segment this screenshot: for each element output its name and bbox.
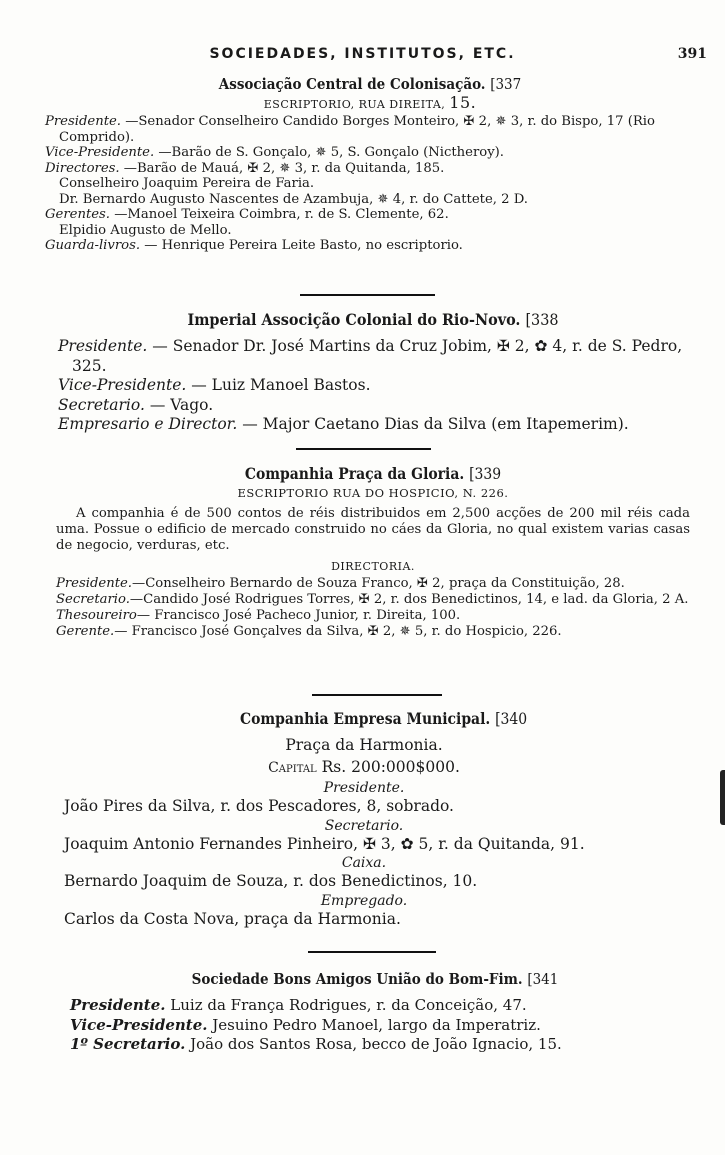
office-line: ESCRIPTORIO, RUA DIREITA, 15. — [263, 93, 477, 112]
section-divider — [312, 694, 442, 696]
entry-director: Dr. Bernardo Augusto Nascentes de Azambuja, ✵ 4, r. do Cattete, 2 D. — [59, 191, 529, 207]
entry-president: Presidente. Luiz da França Rodrigues, r. da Conceição, 47. — [70, 996, 527, 1014]
capital-line: Capital Rs. 200:000$000. — [268, 757, 460, 776]
entry-manager: Elpidio Augusto de Mello. — [59, 222, 232, 238]
section-title: Associação Central de Colonisação. [337 — [218, 75, 522, 93]
entry-director: Empresario e Director. — Major Caetano Dias da Silva (em Itapemerim). — [58, 415, 629, 433]
entry-director: Conselheiro Joaquim Pereira de Faria. — [59, 176, 315, 191]
section-title: Companhia Praça da Gloria. [339 — [244, 464, 502, 483]
board-heading: DIRECTORIA. — [331, 560, 415, 573]
entry-bookkeeper: Guarda-livros. — Henrique Pereira Leite Basto, no escriptorio. — [45, 238, 463, 253]
entry-directors: Directores. —Barão de Mauá, ✠ 2, ✵ 3, r. da Quitanda, 185. — [45, 160, 445, 176]
office-line: ESCRIPTORIO RUA DO HOSPICIO, N. 226. — [237, 486, 509, 500]
entry-vice-president: Vice-Presidente. —Barão de S. Gonçalo, ✵ 5, S. Gonçalo (Nictheroy). — [45, 145, 504, 160]
entry-treasurer: Thesoureiro— Francisco José Pacheco Junior, r. Direita, 100. — [56, 608, 461, 623]
section-divider — [296, 448, 431, 450]
entry-vice-president: Vice-Presidente. Jesuino Pedro Manoel, largo da Imperatriz. — [70, 1015, 541, 1034]
section-title: Sociedade Bons Amigos União do Bom-Fim. [341 — [191, 970, 559, 988]
role-heading: Secretario. — [324, 817, 404, 834]
section-title: Companhia Empresa Municipal. [340 — [240, 709, 528, 728]
entry-secretary: Secretario.—Candido José Rodrigues Torres, ✠ 2, r. dos Benedictinos, 14, e lad. da Gloria, 2 A. — [56, 592, 689, 607]
entry-managers: Gerentes. —Manoel Teixeira Coimbra, r. de S. Clemente, 62. — [45, 207, 449, 222]
entry-secretary: Secretario. — Vago. — [58, 395, 214, 414]
entry-first-secretary: 1º Secretario. João dos Santos Rosa, becco de João Ignacio, 15. — [70, 1035, 562, 1053]
role-heading: Presidente. — [323, 780, 405, 796]
section-337 — [45, 74, 690, 254]
page-number: 391 — [677, 46, 707, 62]
entry-manager: Gerente.— Francisco José Gonçalves da Silva, ✠ 2, ✵ 5, r. do Hospicio, 226. — [56, 624, 562, 639]
section-divider — [308, 951, 436, 953]
entry-president: Presidente.—Conselheiro Bernardo de Souza Franco, ✠ 2, praça da Constituição, 28. — [56, 576, 625, 591]
section-339 — [56, 464, 690, 640]
role-heading: Empregado. — [320, 892, 408, 909]
entry-employee: Carlos da Costa Nova, praça da Harmonia. — [64, 909, 401, 928]
page-edge-mark — [720, 770, 725, 825]
entry-cashier: Bernardo Joaquim de Souza, r. dos Benedictinos, 10. — [64, 872, 478, 890]
section-title: Imperial Associção Colonial do Rio-Novo. [338 — [187, 310, 559, 329]
section-340 — [64, 708, 664, 929]
section-338 — [58, 309, 688, 435]
entry-secretary: Joaquim Antonio Fernandes Pinheiro, ✠ 3, ✿ 5, r. da Quitanda, 91. — [64, 834, 585, 853]
role-heading: Caixa. — [341, 855, 387, 871]
entry-president: Presidente. — Senador Dr. José Martins da Cruz Jobim, ✠ 2, ✿ 4, r. de S. Pedro, 325. — [58, 337, 683, 375]
entry-president: Presidente. —Senador Conselheiro Candido Borges Monteiro, ✠ 2, ✵ 3, r. do Bispo, 17 (Rio Comprido). — [45, 114, 655, 145]
company-description: A companhia é de 500 contos de réis distribuidos em 2,500 acções de 200 mil réis cada uma. Possue o edificio de mercado construido no cáes da Gloria, no qual existem varias casas de negocio, verduras, etc. — [56, 506, 690, 553]
entry-vice-president: Vice-Presidente. — Luiz Manoel Bastos. — [58, 376, 371, 394]
entry-president: João Pires da Silva, r. dos Pescadores, 8, sobrado. — [64, 797, 454, 815]
section-341 — [70, 968, 680, 1055]
running-header: SOCIEDADES, INSTITUTOS, ETC. — [209, 46, 516, 62]
location-line: Praça da Harmonia. — [285, 736, 443, 754]
section-divider — [300, 294, 435, 296]
